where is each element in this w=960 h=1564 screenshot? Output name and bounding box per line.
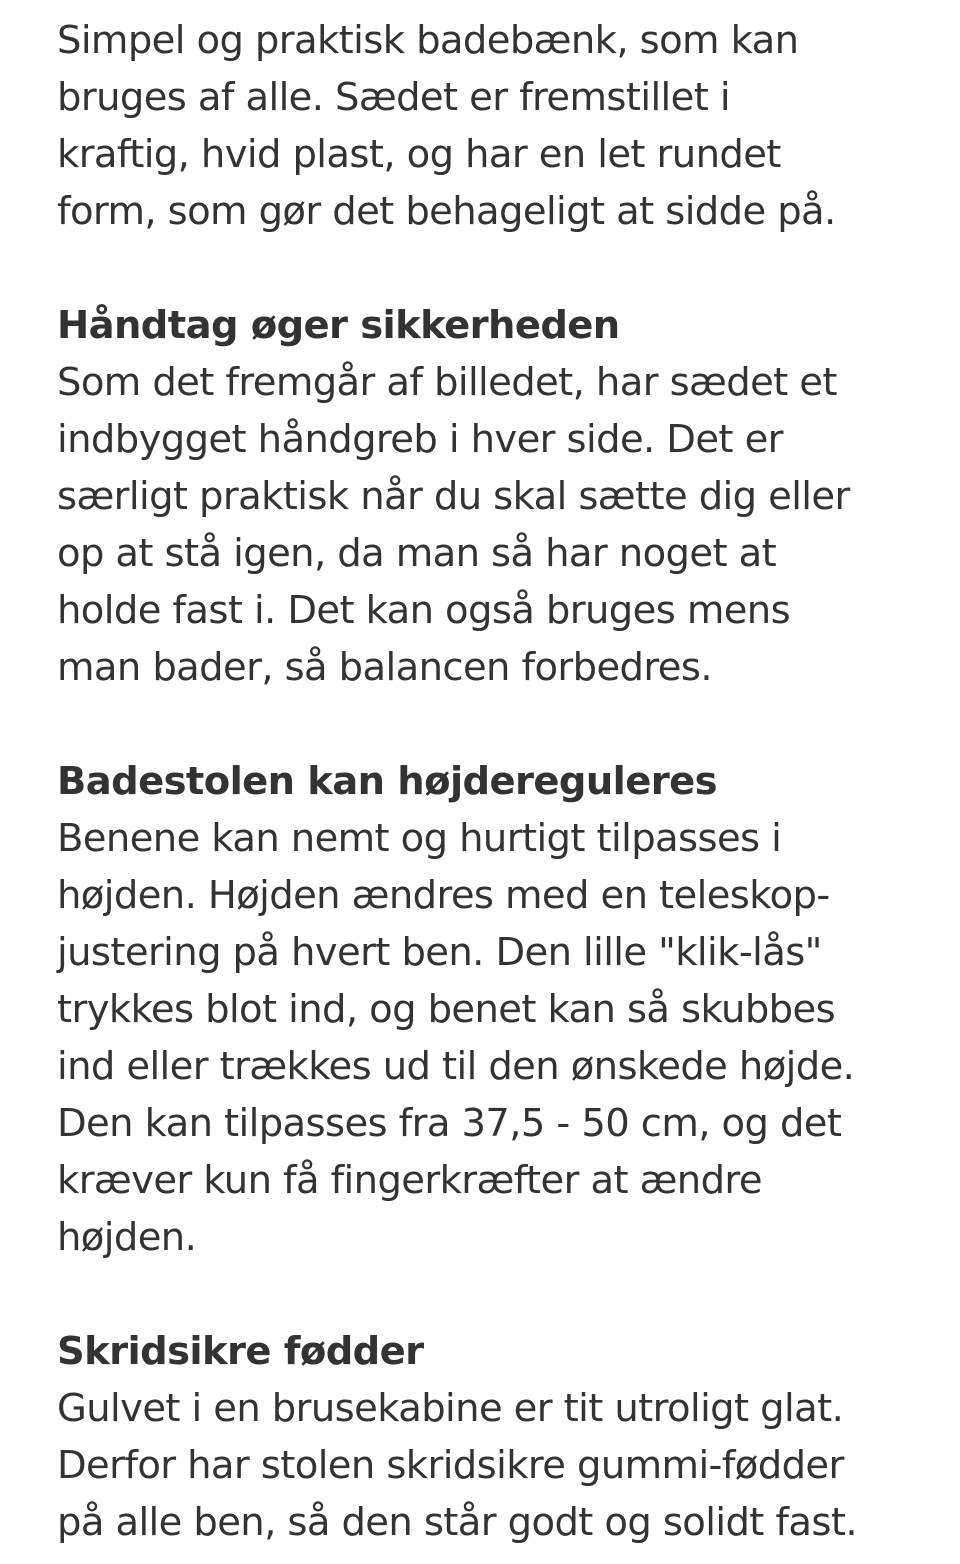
text-line: trykkes blot ind, og benet kan så skubbes <box>57 987 836 1032</box>
text-line: på alle ben, så den står godt og solidt fast. <box>57 1500 857 1545</box>
section-height-adjustment <box>57 753 947 1266</box>
paragraph-spacer <box>57 1266 947 1323</box>
text-line: kraftig, hvid plast, og har en let rundet <box>57 132 781 177</box>
text-line: form, som gør det behageligt at sidde på. <box>57 189 836 234</box>
text-line: Simpel og praktisk badebænk, som kan <box>57 18 799 63</box>
intro-paragraph <box>57 12 947 240</box>
text-line: man bader, så balancen forbedres. <box>57 645 712 690</box>
text-line: indbygget håndgreb i hver side. Det er <box>57 417 783 462</box>
text-line: op at stå igen, da man så har noget at <box>57 531 777 576</box>
text-line: holde fast i. Det kan også bruges mens <box>57 588 791 633</box>
text-line: særligt praktisk når du skal sætte dig eller <box>57 474 850 519</box>
text-line: kræver kun få fingerkræfter at ændre <box>57 1158 762 1203</box>
section-nonslip-feet <box>57 1323 947 1551</box>
text-line: højden. Højden ændres med en teleskop- <box>57 873 830 918</box>
text-line: bruges af alle. Sædet er fremstillet i <box>57 75 730 120</box>
section-heading: Håndtag øger sikkerheden <box>57 303 620 348</box>
text-line: ind eller trækkes ud til den ønskede højde. <box>57 1044 855 1089</box>
text-line: Som det fremgår af billedet, har sædet et <box>57 360 837 405</box>
text-line: Derfor har stolen skridsikre gummi-fødder <box>57 1443 844 1488</box>
text-line: Benene kan nemt og hurtigt tilpasses i <box>57 816 782 861</box>
section-heading: Badestolen kan højdereguleres <box>57 759 717 804</box>
text-line: Gulvet i en brusekabine er tit utroligt glat. <box>57 1386 844 1431</box>
text-line: Den kan tilpasses fra 37,5 - 50 cm, og det <box>57 1101 842 1146</box>
paragraph-spacer <box>57 240 947 297</box>
product-description <box>57 12 947 1551</box>
text-line: højden. <box>57 1215 197 1260</box>
paragraph-spacer <box>57 696 947 753</box>
section-handles <box>57 297 947 696</box>
section-heading: Skridsikre fødder <box>57 1329 424 1374</box>
text-line: justering på hvert ben. Den lille "klik-lås" <box>57 930 822 975</box>
